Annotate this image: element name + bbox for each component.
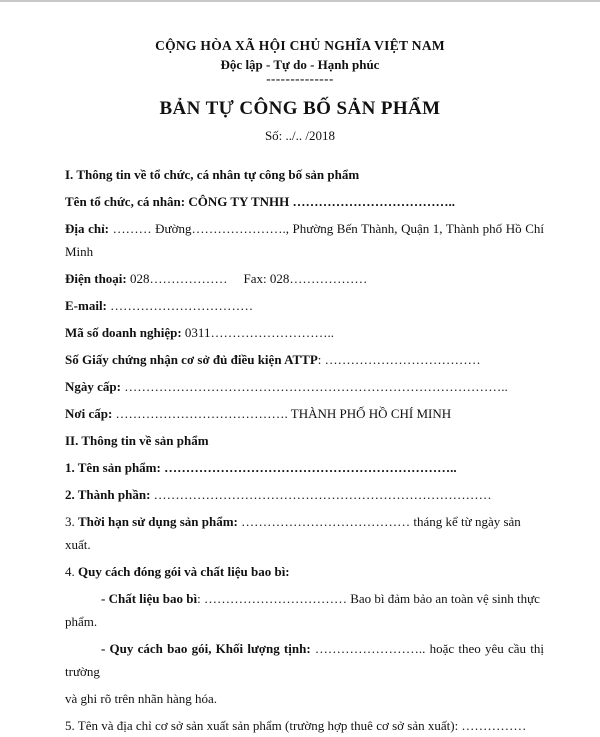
field-packaging-spec-continuation: và ghi rõ trên nhãn hàng hóa. (65, 691, 217, 706)
document-title: BẢN TỰ CÔNG BỐ SẢN PHẨM (159, 98, 441, 119)
field-business-code-label: Mã số doanh nghiệp: (65, 325, 185, 340)
national-motto-line2: Độc lập - Tự do - Hạnh phúc (220, 57, 380, 72)
national-header (0, 2, 600, 85)
field-packaging-prefix: 4. (65, 564, 78, 579)
field-phone (65, 267, 544, 290)
field-email (65, 294, 544, 317)
field-packaging-spec (65, 637, 544, 683)
field-issue-date-label: Ngày cấp: (65, 379, 125, 394)
section-2-heading: II. Thông tin về sản phẩm (65, 433, 209, 448)
document-number: Số: ../.. /2018 (264, 128, 336, 143)
field-issue-date-value: …………………………………………………………………………….. (124, 379, 508, 394)
field-ingredients-label: 2. Thành phần: (65, 487, 154, 502)
field-shelf-life (65, 510, 544, 556)
field-issue-date (65, 375, 544, 398)
field-address-label: Địa chỉ: (65, 221, 113, 236)
field-org-name-value: CÔNG TY TNHH ……………………………….. (188, 194, 456, 209)
field-business-code-value: 0311……………………….. (184, 325, 334, 340)
field-address (65, 217, 544, 263)
field-fax-value: Fax: 028……………… (243, 271, 368, 286)
field-attp-cert (65, 348, 544, 371)
field-packaging-material (65, 587, 544, 633)
field-product-name-label: 1. Tên sản phẩm: (65, 460, 165, 475)
field-packaging-spec-value: …………………….. hoặc theo yêu cầu thị trường (65, 641, 544, 679)
field-ingredients (65, 483, 544, 506)
field-attp-cert-value: : ……………………………… (317, 352, 481, 367)
field-issue-place-label: Nơi cấp: (65, 406, 116, 421)
field-manufacturer: 5. Tên và địa chỉ cơ sở sản xuất sản phẩm (trường hợp thuê cơ sở sản xuất): …………… (65, 718, 527, 733)
field-shelf-life-value: ………………………………… tháng kể từ ngày sản xuất. (65, 514, 521, 552)
field-attp-cert-label: Số Giấy chứng nhận cơ sở đủ điều kiện ATTP (65, 352, 318, 367)
field-packaging-heading (65, 560, 544, 583)
field-product-name-value: ………………………………………………………….. (164, 460, 457, 475)
field-ingredients-value: …………………………………………………………………… (153, 487, 492, 502)
field-shelf-life-label: Thời hạn sử dụng sản phẩm: (78, 514, 242, 529)
field-packaging-label: Quy cách đóng gói và chất liệu bao bì: (78, 564, 290, 579)
field-issue-place-city: THÀNH PHỐ HỒ CHÍ MINH (290, 406, 452, 421)
field-issue-place-value: …………………………………. (115, 406, 291, 421)
field-org-name-label: Tên tổ chức, cá nhân: (65, 194, 189, 209)
national-motto-line1: CỘNG HÒA XÃ HỘI CHỦ NGHĨA VIỆT NAM (155, 38, 445, 53)
document-body (0, 144, 600, 737)
field-packaging-spec-label: - Quy cách bao gói, Khối lượng tịnh: (101, 641, 315, 656)
field-email-value: …………………………… (110, 298, 254, 313)
field-packaging-material-label: - Chất liệu bao bì (101, 591, 198, 606)
field-shelf-life-prefix: 3. (65, 514, 78, 529)
field-packaging-material-value: : …………………………… Bao bì đảm bảo an toàn vệ sinh thực phẩm. (65, 591, 540, 629)
section-1-heading: I. Thông tin về tổ chức, cá nhân tự công bố sản phẩm (65, 167, 360, 182)
field-phone-value: 028……………… (130, 271, 228, 286)
field-email-label: E-mail: (65, 298, 111, 313)
header-divider: -------------- (266, 71, 334, 86)
field-org-name (65, 190, 544, 213)
field-product-name (65, 456, 544, 479)
field-phone-label: Điện thoại: (65, 271, 130, 286)
field-business-code (65, 321, 544, 344)
field-address-value: ……… Đường…………………., Phường Bến Thành, Quận 1, Thành phố Hồ Chí Minh (65, 221, 544, 259)
field-issue-place (65, 402, 544, 425)
